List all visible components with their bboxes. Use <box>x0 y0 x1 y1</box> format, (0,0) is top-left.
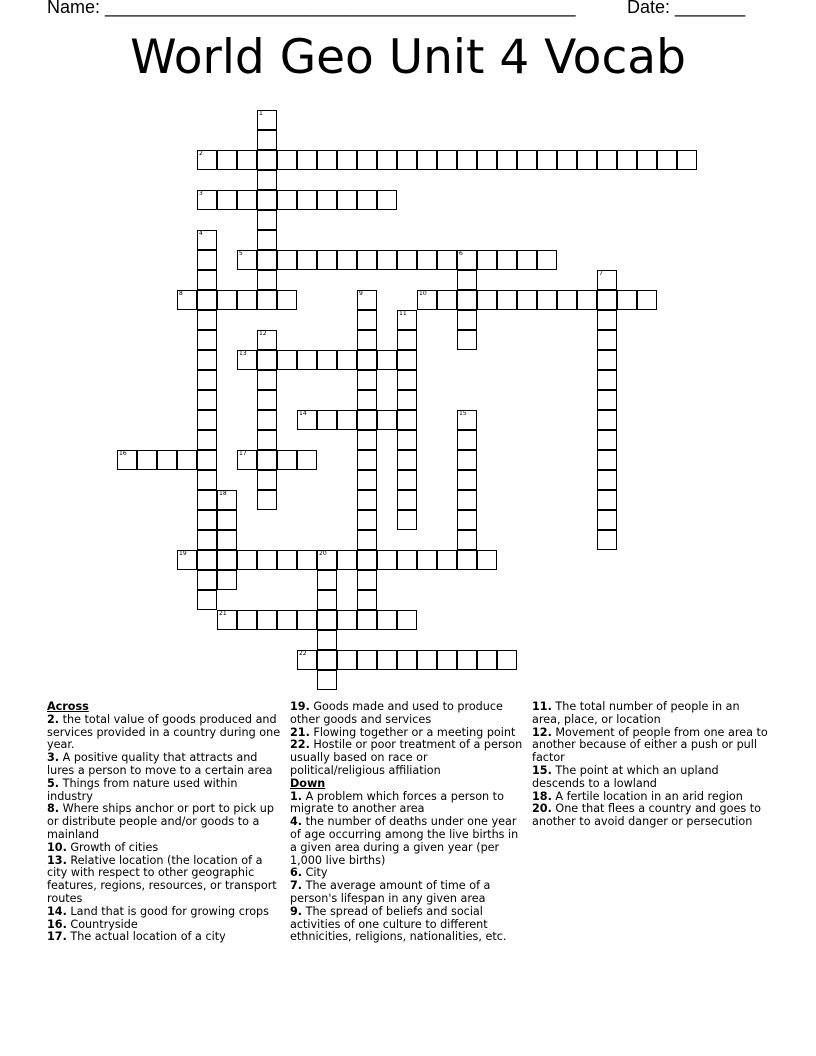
crossword-cell[interactable] <box>497 150 517 170</box>
crossword-cell[interactable] <box>357 250 377 270</box>
date-line: Date: _______ <box>627 0 746 17</box>
clues-column-2 <box>290 701 526 944</box>
crossword-cell[interactable] <box>337 190 357 210</box>
crossword-cell[interactable] <box>357 450 377 470</box>
crossword-cell[interactable] <box>397 490 417 510</box>
crossword-cell[interactable] <box>397 350 417 370</box>
crossword-cell[interactable] <box>277 290 297 310</box>
crossword-cell[interactable] <box>457 510 477 530</box>
crossword-cell[interactable] <box>397 150 417 170</box>
crossword-cell[interactable] <box>497 250 517 270</box>
crossword-cell[interactable] <box>437 290 457 310</box>
down-heading: Down <box>290 776 326 790</box>
crossword-cell[interactable] <box>217 570 237 590</box>
crossword-cell[interactable] <box>457 450 477 470</box>
crossword-cell[interactable] <box>197 450 217 470</box>
crossword-cell[interactable] <box>357 650 377 670</box>
crossword-cell[interactable] <box>197 270 217 290</box>
clue-down-18: 18. A fertile location in an arid region <box>532 789 743 803</box>
crossword-cell[interactable] <box>357 190 377 210</box>
crossword-cell[interactable] <box>517 290 537 310</box>
crossword-cell[interactable] <box>377 650 397 670</box>
crossword-cell[interactable] <box>197 470 217 490</box>
crossword-cell[interactable] <box>257 150 277 170</box>
crossword-cell[interactable] <box>417 250 437 270</box>
crossword-cell[interactable] <box>197 550 217 570</box>
crossword-cell[interactable] <box>257 290 277 310</box>
clue-across-22: 22. Hostile or poor treatment of a person usually based on race or political/religious affiliation <box>290 738 523 777</box>
crossword-cell[interactable] <box>297 250 317 270</box>
crossword-cell[interactable] <box>437 650 457 670</box>
crossword-cell[interactable] <box>277 190 297 210</box>
crossword-cell[interactable] <box>137 450 157 470</box>
crossword-cell[interactable] <box>397 410 417 430</box>
crossword-cell[interactable] <box>417 550 437 570</box>
crossword-cell[interactable] <box>377 410 397 430</box>
crossword-cell[interactable] <box>597 370 617 390</box>
clues-column-3 <box>532 701 768 829</box>
crossword-cell[interactable] <box>317 250 337 270</box>
crossword-cell[interactable] <box>237 190 257 210</box>
crossword-cell[interactable] <box>257 470 277 490</box>
clue-number: 11 <box>399 310 407 317</box>
crossword-cell[interactable] <box>197 530 217 550</box>
crossword-cell[interactable] <box>357 330 377 350</box>
crossword-cell[interactable] <box>397 390 417 410</box>
crossword-cell[interactable] <box>257 130 277 150</box>
crossword-cell[interactable] <box>217 150 237 170</box>
crossword-cell[interactable] <box>437 150 457 170</box>
crossword-cell[interactable] <box>297 450 317 470</box>
crossword-cell[interactable] <box>377 190 397 210</box>
puzzle-title: World Geo Unit 4 Vocab <box>130 30 686 85</box>
crossword-cell[interactable] <box>357 390 377 410</box>
crossword-cell[interactable] <box>277 150 297 170</box>
crossword-cell[interactable] <box>297 550 317 570</box>
crossword-cell[interactable] <box>597 310 617 330</box>
crossword-cell[interactable] <box>357 470 377 490</box>
clue-number: 9 <box>359 290 363 297</box>
crossword-cell[interactable] <box>357 570 377 590</box>
clue-across-13: 13. Relative location (the location of a city with respect to other geographic features, regions, resources, or transport routes <box>47 853 277 905</box>
crossword-cell[interactable] <box>317 630 337 650</box>
clue-number: 22 <box>299 650 307 657</box>
crossword-cell[interactable] <box>637 290 657 310</box>
crossword-cell[interactable] <box>457 530 477 550</box>
crossword-cell[interactable] <box>257 490 277 510</box>
crossword-cell[interactable] <box>457 150 477 170</box>
clue-down-11: 11. The total number of people in an area, place, or location <box>532 700 740 726</box>
clue-down-7: 7. The average amount of time of a person's lifespan in any given area <box>290 879 491 905</box>
clue-down-6: 6. City <box>290 866 328 880</box>
crossword-cell[interactable] <box>657 150 677 170</box>
crossword-cell[interactable] <box>317 570 337 590</box>
crossword-cell[interactable] <box>397 250 417 270</box>
crossword-cell[interactable] <box>317 150 337 170</box>
crossword-cell[interactable] <box>437 550 457 570</box>
clue-number: 17 <box>239 450 247 457</box>
crossword-cell[interactable] <box>397 450 417 470</box>
crossword-cell[interactable] <box>357 370 377 390</box>
crossword-cell[interactable] <box>237 290 257 310</box>
clue-across-8: 8. Where ships anchor or port to pick up or distribute people and/or goods to a mainland <box>47 802 275 841</box>
crossword-cell[interactable] <box>197 330 217 350</box>
crossword-cell[interactable] <box>317 610 337 630</box>
crossword-cell[interactable] <box>257 230 277 250</box>
clue-number: 6 <box>459 250 463 257</box>
crossword-cell[interactable] <box>257 350 277 370</box>
crossword-cell[interactable] <box>257 430 277 450</box>
crossword-cell[interactable] <box>677 150 697 170</box>
clue-across-21: 21. Flowing together or a meeting point <box>290 725 516 739</box>
crossword-cell[interactable] <box>197 570 217 590</box>
crossword-cell[interactable] <box>517 150 537 170</box>
crossword-cell[interactable] <box>537 150 557 170</box>
crossword-cell[interactable] <box>197 590 217 610</box>
crossword-cell[interactable] <box>577 150 597 170</box>
clue-number: 10 <box>419 290 427 297</box>
clue-number: 19 <box>179 550 187 557</box>
clue-down-9: 9. The spread of beliefs and social activities of one culture to different ethnicities, religions, nationalities, etc. <box>290 904 507 944</box>
crossword-cell[interactable] <box>377 550 397 570</box>
clue-number: 2 <box>199 150 203 157</box>
clue-down-15: 15. The point at which an upland descends to a lowland <box>532 763 719 790</box>
crossword-cell[interactable] <box>597 430 617 450</box>
crossword-cell[interactable] <box>277 350 297 370</box>
crossword-cell[interactable] <box>297 350 317 370</box>
clue-across-14: 14. Land that is good for growing crops <box>47 904 269 918</box>
crossword-cell[interactable] <box>557 290 577 310</box>
crossword-cell[interactable] <box>257 210 277 230</box>
clue-number: 8 <box>179 290 183 297</box>
crossword-cell[interactable] <box>597 350 617 370</box>
crossword-cell[interactable] <box>477 150 497 170</box>
crossword-cell[interactable] <box>537 250 557 270</box>
clue-number: 3 <box>199 190 203 197</box>
crossword-cell[interactable] <box>357 310 377 330</box>
crossword-cell[interactable] <box>197 510 217 530</box>
clue-down-20: 20. One that flees a country and goes to another to avoid danger or persecution <box>532 802 761 829</box>
crossword-cell[interactable] <box>377 250 397 270</box>
crossword-cell[interactable] <box>257 550 277 570</box>
crossword-cell[interactable] <box>537 290 557 310</box>
crossword-cell[interactable] <box>597 510 617 530</box>
crossword-cell[interactable] <box>377 610 397 630</box>
crossword-cell[interactable] <box>617 290 637 310</box>
clue-across-10: 10. Growth of cities <box>47 840 159 854</box>
crossword-cell[interactable] <box>457 330 477 350</box>
crossword-cell[interactable] <box>577 290 597 310</box>
crossword-cell[interactable] <box>197 290 217 310</box>
crossword-cell[interactable] <box>397 430 417 450</box>
clue-number: 16 <box>119 450 127 457</box>
crossword-cell[interactable] <box>177 450 197 470</box>
crossword-cell[interactable] <box>497 650 517 670</box>
crossword-cell[interactable] <box>337 150 357 170</box>
crossword-cell[interactable] <box>397 510 417 530</box>
crossword-cell[interactable] <box>197 390 217 410</box>
crossword-cell[interactable] <box>337 350 357 370</box>
clue-number: 21 <box>219 610 227 617</box>
clue-across-3: 3. A positive quality that attracts and lures a person to move to a certain area <box>47 751 273 777</box>
crossword-cell[interactable] <box>277 450 297 470</box>
crossword-cell[interactable] <box>237 150 257 170</box>
crossword-cell[interactable] <box>597 410 617 430</box>
clue-across-16: 16. Countryside <box>47 917 138 931</box>
crossword-cell[interactable] <box>257 270 277 290</box>
clue-across-2: 2. the total value of goods produced and services provided in a country during one year. <box>47 712 281 752</box>
crossword-cell[interactable] <box>357 350 377 370</box>
crossword-cell[interactable] <box>397 550 417 570</box>
crossword-cell[interactable] <box>597 490 617 510</box>
clue-number: 20 <box>319 550 327 557</box>
crossword-cell[interactable] <box>357 610 377 630</box>
clue-across-5: 5. Things from nature used within industry <box>47 776 238 803</box>
crossword-cell[interactable] <box>357 530 377 550</box>
crossword-cell[interactable] <box>397 470 417 490</box>
crossword-cell[interactable] <box>197 370 217 390</box>
crossword-cell[interactable] <box>357 510 377 530</box>
crossword-cell[interactable] <box>517 250 537 270</box>
crossword-cell[interactable] <box>397 650 417 670</box>
crossword-cell[interactable] <box>237 550 257 570</box>
clue-across-17: 17. The actual location of a city <box>47 930 226 944</box>
crossword-cell[interactable] <box>457 650 477 670</box>
crossword-cell[interactable] <box>357 410 377 430</box>
clue-number: 13 <box>239 350 247 357</box>
crossword-cell[interactable] <box>417 650 437 670</box>
crossword-cell[interactable] <box>277 610 297 630</box>
crossword-cell[interactable] <box>457 310 477 330</box>
crossword-cell[interactable] <box>217 550 237 570</box>
crossword-cell[interactable] <box>597 390 617 410</box>
crossword-cell[interactable] <box>477 250 497 270</box>
crossword-cell[interactable] <box>337 650 357 670</box>
crossword-cell[interactable] <box>297 150 317 170</box>
crossword-cell[interactable] <box>197 310 217 330</box>
clue-down-4: 4. the number of deaths under one year of age occurring among the live births in a given area during a given year (per 1,000 live births) <box>290 815 519 867</box>
crossword-cell[interactable] <box>197 350 217 370</box>
crossword-cell[interactable] <box>217 530 237 550</box>
clue-number: 5 <box>239 250 243 257</box>
crossword-cell[interactable] <box>357 150 377 170</box>
crossword-cell[interactable] <box>357 550 377 570</box>
crossword-cell[interactable] <box>317 670 337 690</box>
crossword-cell[interactable] <box>257 610 277 630</box>
crossword-cell[interactable] <box>617 150 637 170</box>
crossword-cell[interactable] <box>437 250 457 270</box>
crossword-cell[interactable] <box>357 490 377 510</box>
crossword-cell[interactable] <box>597 150 617 170</box>
crossword-cell[interactable] <box>597 450 617 470</box>
across-heading: Across <box>47 700 89 713</box>
crossword-cell[interactable] <box>337 550 357 570</box>
crossword-cell[interactable] <box>397 610 417 630</box>
crossword-cell[interactable] <box>297 190 317 210</box>
crossword-cell[interactable] <box>497 290 517 310</box>
crossword-cell[interactable] <box>457 550 477 570</box>
crossword-cell[interactable] <box>337 250 357 270</box>
crossword-cell[interactable] <box>257 450 277 470</box>
crossword-cell[interactable] <box>477 650 497 670</box>
name-line: Name: _______________________________________________ <box>47 0 576 17</box>
crossword-cell[interactable] <box>637 150 657 170</box>
clue-number: 18 <box>219 490 227 497</box>
crossword-cell[interactable] <box>457 430 477 450</box>
clue-number: 1 <box>259 110 263 117</box>
crossword-cell[interactable] <box>457 490 477 510</box>
crossword-cell[interactable] <box>417 150 437 170</box>
crossword-cell[interactable] <box>237 610 257 630</box>
clue-number: 7 <box>599 270 603 277</box>
clue-number: 12 <box>259 330 267 337</box>
crossword-cell[interactable] <box>457 470 477 490</box>
crossword-cell[interactable] <box>397 370 417 390</box>
crossword-cell[interactable] <box>257 410 277 430</box>
clue-down-12: 12. Movement of people from one area to another because of either a push or pull factor <box>532 725 768 765</box>
crossword-cell[interactable] <box>317 650 337 670</box>
crossword-cell[interactable] <box>557 150 577 170</box>
clue-number: 4 <box>199 230 203 237</box>
crossword-cell[interactable] <box>457 270 477 290</box>
clue-across-19: 19. Goods made and used to produce other goods and services <box>290 700 503 726</box>
crossword-cell[interactable] <box>597 530 617 550</box>
crossword-cell[interactable] <box>257 370 277 390</box>
crossword-cell[interactable] <box>277 550 297 570</box>
crossword-cell[interactable] <box>317 190 337 210</box>
crossword-cell[interactable] <box>357 430 377 450</box>
crossword-cell[interactable] <box>197 250 217 270</box>
crossword-cell[interactable] <box>277 250 297 270</box>
crossword-cell[interactable] <box>157 450 177 470</box>
crossword-cell[interactable] <box>457 290 477 310</box>
crossword-cell[interactable] <box>337 410 357 430</box>
crossword-cell[interactable] <box>257 250 277 270</box>
crossword-cell[interactable] <box>317 410 337 430</box>
crossword-cell[interactable] <box>297 610 317 630</box>
crossword-cell[interactable] <box>337 610 357 630</box>
crossword-cell[interactable] <box>317 590 337 610</box>
crossword-cell[interactable] <box>217 510 237 530</box>
crossword-cell[interactable] <box>197 490 217 510</box>
crossword-cell[interactable] <box>357 590 377 610</box>
crossword-cell[interactable] <box>377 350 397 370</box>
crossword-cell[interactable] <box>257 170 277 190</box>
crossword-cell[interactable] <box>257 190 277 210</box>
crossword-cell[interactable] <box>217 190 237 210</box>
crossword-cell[interactable] <box>317 350 337 370</box>
crossword-cell[interactable] <box>377 150 397 170</box>
crossword-cell[interactable] <box>477 550 497 570</box>
crossword-cell[interactable] <box>217 290 237 310</box>
clue-number: 14 <box>299 410 307 417</box>
crossword-cell[interactable] <box>597 290 617 310</box>
clue-number: 15 <box>459 410 467 417</box>
crossword-cell[interactable] <box>257 390 277 410</box>
clues-column-1 <box>47 701 283 944</box>
crossword-cell[interactable] <box>197 410 217 430</box>
crossword-cell[interactable] <box>397 330 417 350</box>
clue-down-1: 1. A problem which forces a person to migrate to another area <box>290 789 504 816</box>
crossword-cell[interactable] <box>197 430 217 450</box>
crossword-cell[interactable] <box>597 470 617 490</box>
crossword-cell[interactable] <box>597 330 617 350</box>
crossword-cell[interactable] <box>477 290 497 310</box>
